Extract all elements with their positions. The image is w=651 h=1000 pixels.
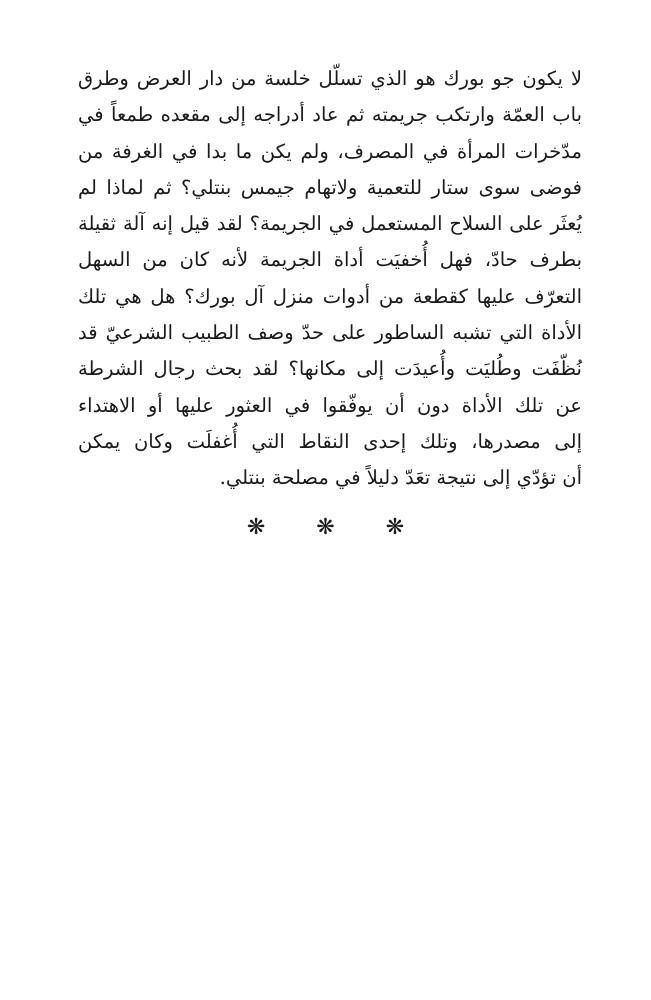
paragraph-line-3: مدّخرات المرأة في المصرف، ولم يكن ما بدا في الغرفة من (78, 139, 582, 163)
section-separator-asterisks: ❋ ❋ ❋ (246, 515, 427, 540)
paragraph-line-6: بطرف حادّ، فهل أُخفيَت أداة الجريمة لأنه كان من السهل (78, 248, 582, 272)
paragraph-line-5: يُعثَر على السلاح المستعمل في الجريمة؟ لقد قيل إنه آلة ثقيلة (78, 212, 582, 236)
paragraph-line-9: نُظّفَت وطُليَت وأُعيدَت إلى مكانها؟ لقد بحث رجال الشرطة (78, 357, 582, 381)
paragraph-line-2: باب العمّة وارتكب جريمته ثم عاد أدراجه إلى مقعده طمعاً في (78, 103, 582, 127)
paragraph-line-11: إلى مصدرها، وتلك إحدى النقاط التي أُغفلَت وكان يمكن (78, 429, 582, 453)
paragraph-line-4: فوضى سوى ستار للتعمية ولاتهام جيمس بنتلي؟ ثم لماذا لم (78, 175, 582, 199)
paragraph-line-7: التعرّف عليها كقطعة من أدوات منزل آل بورك؟ هل هي تلك (78, 284, 582, 308)
body-paragraph (78, 61, 582, 497)
paragraph-line-12: أن تؤدّي إلى نتيجة تعَدّ دليلاً في مصلحة بنتلي. (219, 466, 582, 490)
paragraph-line-8: الأداة التي تشبه الساطور على حدّ وصف الطبيب الشرعيّ قد (78, 321, 582, 345)
paragraph-line-10: عن تلك الأداة دون أن يوفّقوا في العثور عليها أو الاهتداء (78, 393, 582, 417)
paragraph-line-1: لا يكون جو بورك هو الذي تسلّل خلسة من دار العرض وطرق (78, 67, 582, 90)
